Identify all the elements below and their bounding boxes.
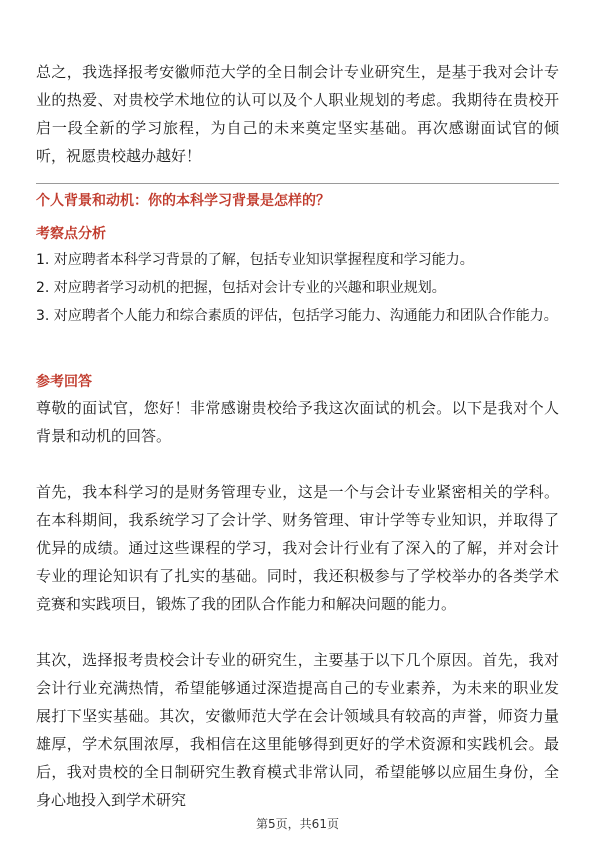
answer-paragraph: 首先，我本科学习的是财务管理专业，这是一个与会计专业紧密相关的学科。在本科期间，我系统学习了会计学、财务管理、审计学等专业知识，并取得了优异的成绩。通过这些课程的学习，我对会计行业有了深入的了解，并对会计专业的理论知识有了扎实的基础。同时，我还积极参与了学校举办的各类学术竞赛和实践项目，锻炼了我的团队合作能力和解决问题的能力。: [36, 483, 559, 613]
answer-body: [36, 394, 559, 842]
answer-title: 参考回答: [36, 374, 92, 390]
intro-paragraph: 总之，我选择报考安徽师范大学的全日制会计专业研究生，是基于我对会计专业的热爱、对贵校学术地位的认可以及个人职业规划的考虑。我期待在贵校开启一段全新的学习旅程，为自己的未来奠定坚实基础。再次感谢面试官的倾听，祝愿贵校越办越好！: [36, 63, 559, 165]
section-divider: [36, 183, 559, 184]
list-item: 2. 对应聘者学习动机的把握，包括对会计专业的兴趣和职业规划。: [36, 280, 446, 296]
analysis-list: [36, 246, 559, 330]
analysis-title: 考察点分析: [36, 226, 106, 242]
list-item: 3. 对应聘者个人能力和综合素质的评估，包括学习能力、沟通能力和团队合作能力。: [36, 308, 558, 324]
answer-paragraph: 其次，选择报考贵校会计专业的研究生，主要基于以下几个原因。首先，我对会计行业充满热情，希望能够通过深造提高自己的专业素养，为未来的职业发展打下坚实基础。其次，安徽师范大学在会计领域具有较高的声誉，师资力量雄厚，学术氛围浓厚，我相信在这里能够得到更好的学术资源和实践机会。最后，我对贵校的全日制研究生教育模式非常认同，希望能够以应届生身份，全身心地投入到学术研究: [36, 651, 559, 809]
question-title: 个人背景和动机：你的本科学习背景是怎样的？: [36, 193, 330, 209]
list-item: 1. 对应聘者本科学习背景的了解，包括专业知识掌握程度和学习能力。: [36, 252, 474, 268]
answer-paragraph: 尊敬的面试官，您好！非常感谢贵校给予我这次面试的机会。以下是我对个人背景和动机的回答。: [36, 399, 559, 445]
page-footer: 第5页，共61页: [256, 817, 339, 831]
